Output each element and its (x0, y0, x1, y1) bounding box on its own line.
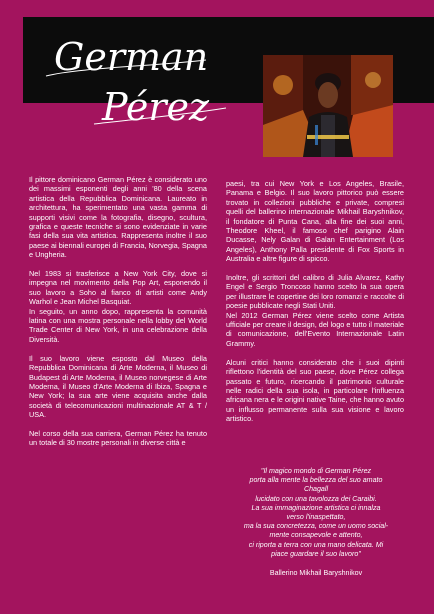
quote-line: piace guardare il suo lavoro" (271, 549, 361, 558)
quote-line: verso l'inaspettato, (286, 513, 346, 522)
paragraph: Il pittore dominicano German Pérez è considerato uno dei massimi esponenti degli anni '80 della scena artistica della Repubblica Dominicana. Laureato in architettura, ha sperimentato una vasta gamma di supporti visivi come la fotografia, disegno, scultura, grafica e queste tecniche si sono evidenziate in varie fasi della sua vita artistica. Rappresenta inoltre il suo paese ai biennali europei di Francia, Norvegia, Spagna e Ungheria. (29, 175, 207, 260)
paragraph: Nel corso della sua carriera, German Pérez ha tenuto un totale di 30 mostre personali in diverse città e (29, 428, 207, 448)
paragraph: Il suo lavoro viene esposto dal Museo della Repubblica Dominicana di Arte Moderna, il Museo di Budapest di Arte Moderna, il Museo norvegese di Arte Moderna, il Museo d'Arte Moderna di Ibiza, Spagna e New York; la sua arte viene acquisita anche dalla società di telecomunicazioni multinazionale AT & T / USA. (29, 353, 207, 420)
quote-line: mente consapevole e attento, (269, 531, 363, 540)
testimonial-quote (226, 467, 406, 578)
paragraph: Nel 2012 German Pérez viene scelto come Artista ufficiale per creare il design, del logo e tutto il materiale di comunicazione, dell'Evento Internazionale Latin Grammy. (226, 310, 404, 348)
artist-portrait-image (263, 55, 393, 157)
quote-line: La sua immaginazione artistica ci innalza (251, 503, 381, 512)
left-text-column (29, 175, 207, 457)
quote-line: porta alla mente la bellezza del suo amato (249, 476, 383, 485)
paragraph: Alcuni critici hanno considerato che i suoi dipinti riflettono l'identità del suo paese, dove Pérez collega passato e futuro, ricercando il patrimonio culturale nelle radici della sua isola, in particolare l'influenza africana nera e le origini native Taine, che hanno avuto un influsso permanente sulla sua visione e lavoro artistico. (226, 357, 404, 424)
paragraph: In seguito, un anno dopo, rappresenta la comunità latina con una mostra personale nella lobby del World Trade Center di New York, in una celebrazione della Diversità. (29, 306, 207, 344)
paragraph: Nel 1983 si trasferisce a New York City, dove si impegna nel movimento della Pop Art, esponendo il suo lavoro a Soho al fianco di artisti come Andy Warhol e Jean Michel Basquiat. (29, 269, 207, 307)
artist-signature-title (36, 24, 236, 134)
title-last-name: Pérez (102, 85, 210, 129)
quote-line: "Il magico mondo di German Pérez (260, 467, 372, 475)
title-first-name: German (54, 35, 209, 79)
right-text-column (226, 179, 404, 433)
quote-line: lucidato con una tavolozza dei Caraibi. (255, 494, 377, 503)
quote-line: ci riporta a terra con una mano delicata. Mi (248, 540, 384, 549)
quote-line: ma la sua concretezza, come un uomo social- (243, 522, 389, 531)
quote-line: Chagall (303, 485, 329, 494)
quote-author: Ballerino Mikhail Baryshnikov (269, 569, 363, 578)
paragraph: paesi, tra cui New York e Los Angeles, Brasile, Panama e Belgio. Il suo lavoro pittorico può essere trovato in collezioni pubbliche e private, compresi quelli del ballerino internazionale Mikhail Baryshnikov, il fondatore di Punta Cana, alla fine dei suoi anni, Theodore Kheel, il famoso chef parigino Alain Ducasse, Nely Galan di Galan Entertainment (Los Angeles), Anthony Palla presidente di Fox Sports in Australia e altre figure di spicco. (226, 179, 404, 264)
paragraph: Inoltre, gli scrittori del calibro di Julia Alvarez, Kathy Engel e Sergio Troncoso hanno scelto la sua opera per illustrare le copertine dei loro romanzi e raccolte di poesie pubblicate negli Stati Uniti. (226, 273, 404, 311)
